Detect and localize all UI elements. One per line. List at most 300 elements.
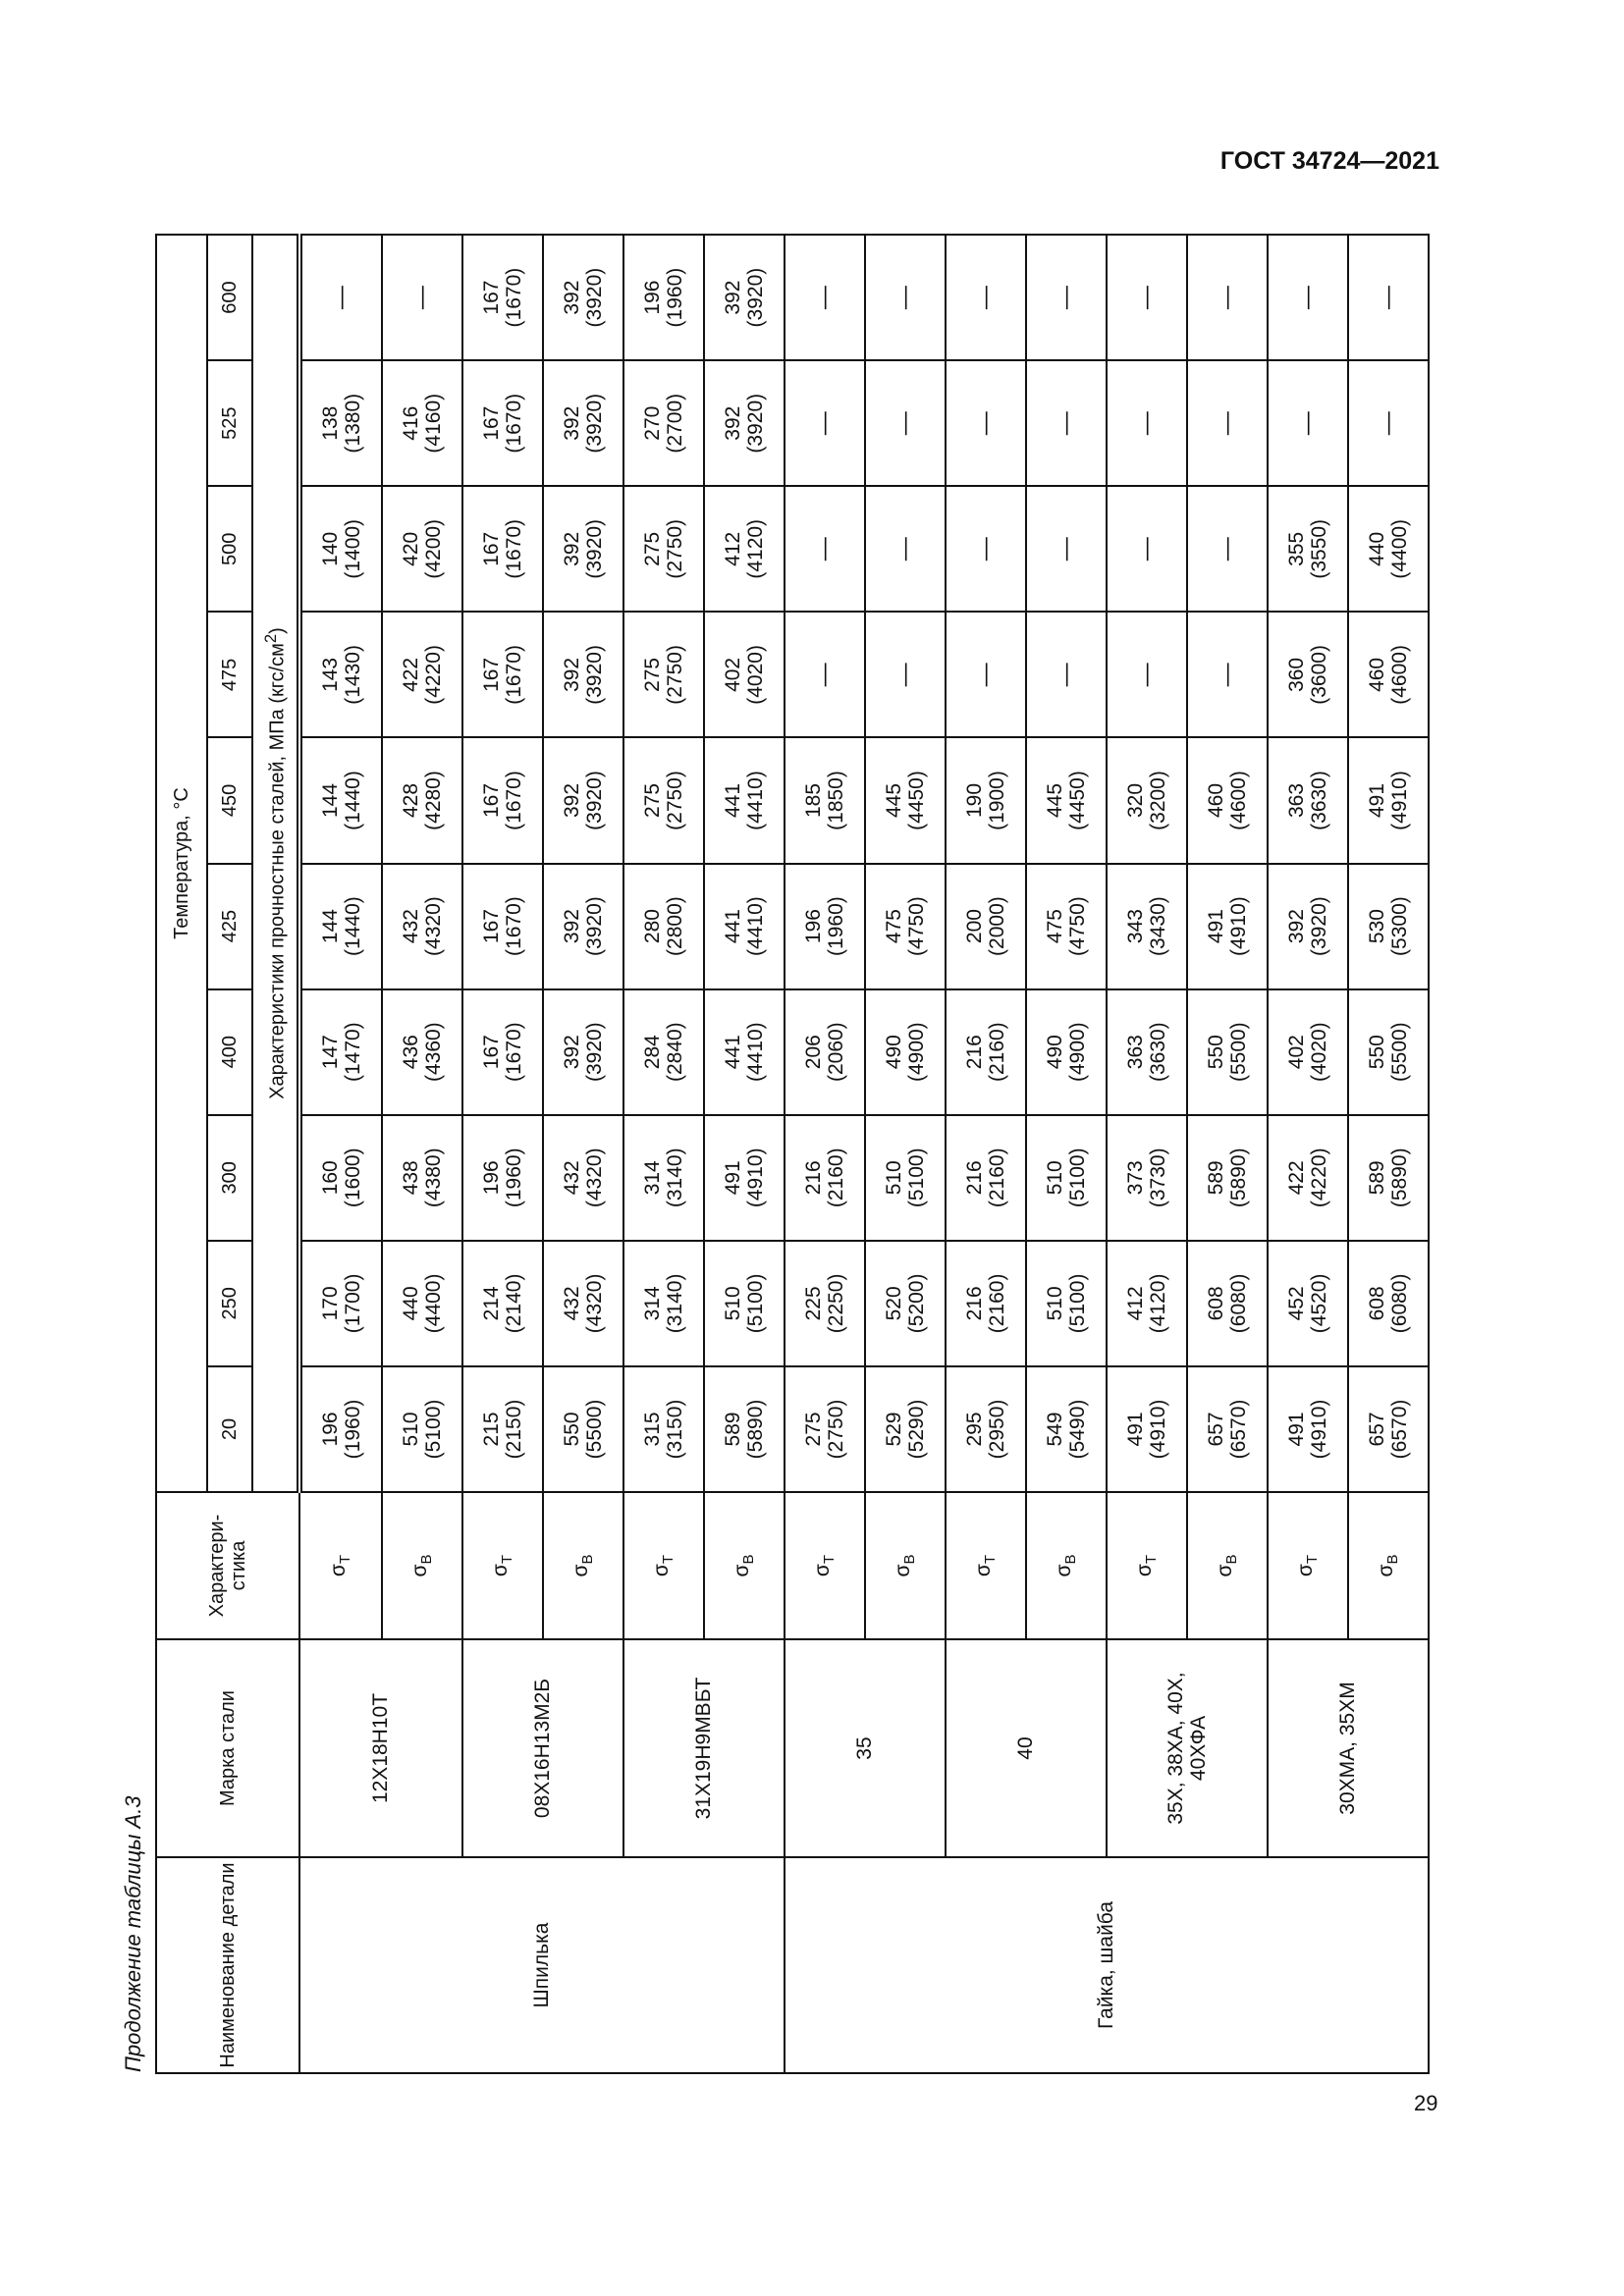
value-kgf: (2000) — [986, 896, 1008, 956]
value-mpa: 428 — [399, 782, 422, 819]
value-mpa: 392 — [560, 1035, 583, 1070]
header-temperature: Температура, °С — [156, 235, 207, 1492]
value-mpa: 608 — [1204, 1286, 1227, 1321]
value-mpa: 422 — [399, 657, 422, 692]
value-cell — [1268, 1241, 1348, 1366]
temperature-475: 475 — [207, 612, 252, 737]
value-mpa: 657 — [1204, 1412, 1227, 1447]
value-kgf: (2140) — [503, 1273, 525, 1334]
value-kgf: (3600) — [1308, 645, 1330, 705]
sigma-symbol: σ — [972, 1564, 996, 1577]
value-cell — [543, 1366, 623, 1492]
sigma-symbol: σ — [811, 1564, 835, 1577]
value-mpa: 452 — [1284, 1286, 1308, 1321]
value-cell — [299, 737, 382, 863]
value-cell — [382, 486, 462, 612]
value-kgf: (4600) — [1388, 645, 1411, 705]
value-cell — [1348, 360, 1429, 486]
value-kgf: (2160) — [986, 1148, 1008, 1208]
value-mpa: 491 — [1284, 1412, 1308, 1447]
characteristic — [382, 1492, 462, 1639]
value-kgf: (4120) — [744, 518, 767, 579]
value-cell — [1187, 1366, 1268, 1492]
value-mpa: 550 — [1365, 1035, 1388, 1070]
sigma-subscript: Т — [1143, 1554, 1161, 1565]
table-row — [462, 235, 543, 2073]
value-cell — [543, 235, 623, 360]
value-mpa: 440 — [1365, 531, 1388, 566]
value-cell — [946, 989, 1026, 1115]
value-cell — [1268, 989, 1348, 1115]
no-value-dash: — — [1374, 286, 1401, 310]
value-cell — [704, 1115, 785, 1241]
value-mpa: 392 — [721, 405, 744, 441]
no-value-dash: — — [971, 411, 999, 436]
value-cell — [1268, 486, 1348, 612]
table-row — [1268, 235, 1348, 2073]
sigma-symbol: σ — [1375, 1564, 1398, 1577]
value-mpa: 144 — [318, 782, 342, 819]
value-cell — [1107, 612, 1187, 737]
part-name: Шпилька — [299, 1857, 785, 2073]
sigma-symbol: σ — [569, 1564, 593, 1577]
value-kgf: (4450) — [905, 771, 928, 830]
value-mpa: 147 — [318, 1035, 342, 1070]
value-cell — [704, 737, 785, 863]
value-kgf: (2750) — [664, 645, 686, 705]
value-mpa: 445 — [882, 782, 905, 819]
value-mpa: 510 — [882, 1160, 905, 1196]
value-kgf: (2160) — [986, 1022, 1008, 1083]
value-cell — [462, 737, 543, 863]
value-cell — [543, 1115, 623, 1241]
value-cell — [704, 1366, 785, 1492]
value-cell — [785, 1366, 865, 1492]
value-kgf: (4450) — [1066, 771, 1089, 830]
value-cell — [1107, 360, 1187, 486]
value-kgf: (5100) — [422, 1399, 445, 1460]
value-cell — [382, 864, 462, 989]
temperature-20: 20 — [207, 1366, 252, 1492]
steel-grade: 35Х, 38ХА, 40Х, 40ХФА — [1107, 1639, 1268, 1857]
table-row — [946, 235, 1026, 2073]
value-cell — [623, 486, 704, 612]
value-cell — [1107, 864, 1187, 989]
value-kgf: (6080) — [1227, 1273, 1250, 1334]
value-mpa: 314 — [640, 1286, 664, 1321]
value-cell — [1107, 989, 1187, 1115]
value-cell — [1348, 612, 1429, 737]
value-mpa: 225 — [801, 1286, 825, 1321]
value-kgf: (1470) — [342, 1022, 364, 1083]
table-row — [299, 235, 382, 2073]
value-cell — [543, 360, 623, 486]
value-kgf: (2840) — [664, 1022, 686, 1083]
value-mpa: 432 — [560, 1160, 583, 1196]
value-kgf: (1400) — [342, 518, 364, 579]
characteristic — [785, 1492, 865, 1639]
value-cell — [462, 486, 543, 612]
value-kgf: (3630) — [1308, 771, 1330, 830]
sigma-subscript: Т — [821, 1554, 839, 1565]
value-cell — [946, 360, 1026, 486]
value-cell — [462, 989, 543, 1115]
value-cell — [1348, 864, 1429, 989]
header-characteristic: Характери- стика — [156, 1492, 299, 1639]
characteristic — [946, 1492, 1026, 1639]
steel-grade: 30ХМА, 35ХМ — [1268, 1639, 1429, 1857]
value-cell — [623, 235, 704, 360]
value-kgf: (3920) — [583, 518, 606, 579]
value-kgf: (4120) — [1147, 1273, 1169, 1334]
value-mpa: 432 — [560, 1286, 583, 1321]
no-value-dash: — — [1132, 411, 1160, 436]
value-kgf: (3140) — [664, 1273, 686, 1334]
value-mpa: 475 — [882, 909, 905, 944]
value-mpa: 438 — [399, 1160, 422, 1196]
value-mpa: 402 — [1284, 1035, 1308, 1070]
value-cell — [865, 989, 946, 1115]
value-kgf: (3550) — [1308, 518, 1330, 579]
value-mpa: 392 — [560, 531, 583, 566]
value-mpa: 441 — [721, 782, 744, 819]
value-cell — [946, 486, 1026, 612]
characteristic — [865, 1492, 946, 1639]
value-mpa: 196 — [640, 280, 664, 315]
value-mpa: 441 — [721, 1035, 744, 1070]
temperature-300: 300 — [207, 1115, 252, 1241]
value-mpa: 275 — [640, 531, 664, 566]
sigma-symbol: σ — [1294, 1564, 1318, 1577]
value-mpa: 529 — [882, 1412, 905, 1447]
value-mpa: 196 — [801, 909, 825, 944]
value-cell — [785, 486, 865, 612]
value-mpa: 373 — [1123, 1160, 1147, 1196]
value-kgf: (4410) — [744, 896, 767, 956]
sigma-subscript: Т — [660, 1554, 677, 1565]
value-cell — [382, 612, 462, 737]
value-cell — [865, 1241, 946, 1366]
no-value-dash: — — [891, 663, 918, 687]
value-cell — [1107, 486, 1187, 612]
value-cell — [704, 486, 785, 612]
value-kgf: (5890) — [744, 1399, 767, 1460]
value-kgf: (4750) — [905, 896, 928, 956]
value-cell — [299, 1115, 382, 1241]
value-kgf: (2750) — [664, 518, 686, 579]
no-value-dash: — — [1213, 663, 1240, 687]
value-kgf: (5290) — [905, 1399, 928, 1460]
value-cell — [946, 1241, 1026, 1366]
value-kgf: (5500) — [1227, 1022, 1250, 1083]
value-mpa: 589 — [1365, 1160, 1388, 1196]
value-cell — [1107, 235, 1187, 360]
value-kgf: (3920) — [744, 267, 767, 328]
sigma-symbol: σ — [1214, 1564, 1237, 1577]
sigma-subscript: В — [1384, 1554, 1402, 1565]
value-kgf: (1670) — [503, 645, 525, 705]
value-kgf: (1670) — [503, 393, 525, 454]
no-value-dash: — — [1052, 663, 1079, 687]
value-cell — [543, 486, 623, 612]
value-cell — [1268, 360, 1348, 486]
value-cell — [462, 864, 543, 989]
value-kgf: (3920) — [1308, 896, 1330, 956]
value-mpa: 275 — [640, 657, 664, 692]
sigma-subscript: В — [740, 1554, 758, 1565]
value-kgf: (2750) — [825, 1399, 847, 1460]
value-cell — [865, 486, 946, 612]
no-value-dash: — — [810, 663, 838, 687]
value-kgf: (4320) — [583, 1273, 606, 1334]
value-mpa: 445 — [1043, 782, 1066, 819]
value-mpa: 608 — [1365, 1286, 1388, 1321]
no-value-dash: — — [1293, 286, 1321, 310]
value-kgf: (3430) — [1147, 896, 1169, 956]
page-number: 29 — [1414, 2091, 1438, 2115]
value-cell — [1026, 864, 1107, 989]
characteristic — [704, 1492, 785, 1639]
value-cell — [1268, 1366, 1348, 1492]
document-code: ГОСТ 34724—2021 — [1219, 147, 1439, 175]
sigma-symbol: σ — [892, 1564, 915, 1577]
value-cell — [946, 612, 1026, 737]
value-cell — [1107, 1366, 1187, 1492]
value-cell — [785, 612, 865, 737]
no-value-dash: — — [407, 286, 435, 310]
value-mpa: 530 — [1365, 909, 1388, 944]
no-value-dash: — — [1132, 663, 1160, 687]
no-value-dash: — — [891, 286, 918, 310]
value-mpa: 392 — [560, 782, 583, 819]
value-mpa: 491 — [1365, 782, 1388, 819]
sigma-subscript: В — [418, 1554, 436, 1565]
value-kgf: (5490) — [1066, 1399, 1089, 1460]
temperature-400: 400 — [207, 989, 252, 1115]
value-kgf: (2160) — [825, 1148, 847, 1208]
no-value-dash: — — [810, 537, 838, 561]
value-kgf: (4220) — [1308, 1148, 1330, 1208]
value-kgf: (5500) — [583, 1399, 606, 1460]
header-units — [252, 235, 299, 1492]
sigma-subscript: В — [1062, 1554, 1080, 1565]
value-cell — [865, 864, 946, 989]
sigma-subscript: В — [579, 1554, 597, 1565]
sigma-symbol: σ — [489, 1564, 513, 1577]
value-mpa: 363 — [1123, 1035, 1147, 1070]
value-cell — [299, 235, 382, 360]
value-kgf: (4410) — [744, 771, 767, 830]
value-cell — [946, 1366, 1026, 1492]
characteristic — [1348, 1492, 1429, 1639]
sigma-subscript: Т — [337, 1554, 354, 1565]
value-kgf: (1670) — [503, 518, 525, 579]
value-cell — [623, 989, 704, 1115]
value-cell — [382, 1366, 462, 1492]
value-mpa: 360 — [1284, 657, 1308, 692]
value-mpa: 491 — [1204, 909, 1227, 944]
value-cell — [623, 737, 704, 863]
value-kgf: (4750) — [1066, 896, 1089, 956]
value-mpa: 170 — [318, 1286, 342, 1321]
value-cell — [1348, 989, 1429, 1115]
value-kgf: (5100) — [1066, 1273, 1089, 1334]
table-caption: Продолжение таблицы А.3 — [121, 1795, 145, 2072]
value-mpa: 295 — [962, 1412, 986, 1447]
value-cell — [543, 737, 623, 863]
value-kgf: (5890) — [1388, 1148, 1411, 1208]
value-cell — [1348, 1115, 1429, 1241]
value-kgf: (2160) — [986, 1273, 1008, 1334]
no-value-dash: — — [1213, 286, 1240, 310]
value-kgf: (1670) — [503, 896, 525, 956]
value-cell — [704, 1241, 785, 1366]
value-mpa: 460 — [1365, 657, 1388, 692]
value-mpa: 550 — [560, 1412, 583, 1447]
value-cell — [1268, 1115, 1348, 1241]
value-mpa: 143 — [318, 657, 342, 692]
value-mpa: 320 — [1123, 782, 1147, 819]
value-kgf: (1960) — [503, 1148, 525, 1208]
value-mpa: 140 — [318, 531, 342, 566]
value-cell — [1187, 486, 1268, 612]
value-mpa: 196 — [318, 1412, 342, 1447]
value-kgf: (4520) — [1308, 1273, 1330, 1334]
value-kgf: (4910) — [1308, 1399, 1330, 1460]
sigma-symbol: σ — [650, 1564, 674, 1577]
value-cell — [1268, 737, 1348, 863]
value-cell — [1187, 360, 1268, 486]
value-cell — [299, 989, 382, 1115]
value-cell — [865, 612, 946, 737]
value-mpa: 520 — [882, 1286, 905, 1321]
sigma-subscript: Т — [499, 1554, 516, 1565]
value-kgf: (3200) — [1147, 771, 1169, 830]
steel-grade: 40 — [946, 1639, 1107, 1857]
value-kgf: (3920) — [744, 393, 767, 454]
value-mpa: 420 — [399, 531, 422, 566]
value-cell — [1268, 235, 1348, 360]
value-cell — [785, 989, 865, 1115]
value-kgf: (4360) — [422, 1022, 445, 1083]
value-kgf: (1960) — [664, 267, 686, 328]
no-value-dash: — — [810, 286, 838, 310]
temperature-525: 525 — [207, 360, 252, 486]
value-mpa: 214 — [479, 1286, 503, 1321]
value-cell — [946, 1115, 1026, 1241]
value-mpa: 167 — [479, 405, 503, 441]
value-cell — [1187, 1241, 1268, 1366]
strength-table — [155, 234, 1430, 2074]
value-mpa: 315 — [640, 1412, 664, 1447]
value-cell — [623, 864, 704, 989]
value-kgf: (2700) — [664, 393, 686, 454]
temperature-250: 250 — [207, 1241, 252, 1366]
value-cell — [785, 235, 865, 360]
sigma-symbol: σ — [408, 1564, 432, 1577]
value-mpa: 402 — [721, 657, 744, 692]
value-mpa: 284 — [640, 1035, 664, 1070]
value-cell — [623, 360, 704, 486]
value-kgf: (5100) — [905, 1148, 928, 1208]
sigma-symbol: σ — [1133, 1564, 1157, 1577]
no-value-dash: — — [1374, 411, 1401, 436]
value-mpa: 343 — [1123, 909, 1147, 944]
value-mpa: 206 — [801, 1035, 825, 1070]
value-cell — [1026, 360, 1107, 486]
value-cell — [623, 1241, 704, 1366]
value-mpa: 412 — [1123, 1286, 1147, 1321]
value-cell — [704, 360, 785, 486]
value-kgf: (4320) — [583, 1148, 606, 1208]
value-kgf: (5300) — [1388, 896, 1411, 956]
value-cell — [704, 864, 785, 989]
sigma-symbol: σ — [731, 1564, 754, 1577]
value-cell — [382, 989, 462, 1115]
units-text: Характеристики прочностные сталей, МПа (кгс/см — [266, 643, 289, 1099]
value-kgf: (4380) — [422, 1148, 445, 1208]
value-mpa: 160 — [318, 1160, 342, 1196]
no-value-dash: — — [810, 411, 838, 436]
value-cell — [299, 864, 382, 989]
value-cell — [1187, 612, 1268, 737]
value-mpa: 392 — [560, 405, 583, 441]
value-kgf: (4220) — [422, 645, 445, 705]
value-kgf: (1960) — [825, 896, 847, 956]
value-cell — [865, 235, 946, 360]
value-mpa: 167 — [479, 280, 503, 315]
value-mpa: 270 — [640, 405, 664, 441]
no-value-dash: — — [891, 537, 918, 561]
value-kgf: (1670) — [503, 771, 525, 830]
value-cell — [946, 864, 1026, 989]
value-cell — [1268, 864, 1348, 989]
value-mpa: 490 — [882, 1035, 905, 1070]
steel-grade: 12Х18Н10Т — [299, 1639, 462, 1857]
no-value-dash: — — [1132, 537, 1160, 561]
value-mpa: 185 — [801, 782, 825, 819]
characteristic — [623, 1492, 704, 1639]
value-kgf: (3920) — [583, 771, 606, 830]
value-cell — [1026, 1115, 1107, 1241]
value-cell — [1348, 737, 1429, 863]
no-value-dash: — — [1213, 411, 1240, 436]
table-row — [1107, 235, 1187, 2073]
value-cell — [865, 737, 946, 863]
value-cell — [543, 989, 623, 1115]
units-sup: 2 — [260, 633, 280, 644]
characteristic — [1187, 1492, 1268, 1639]
no-value-dash: — — [1052, 537, 1079, 561]
value-cell — [1026, 486, 1107, 612]
value-cell — [865, 1366, 946, 1492]
value-cell — [785, 360, 865, 486]
no-value-dash: — — [1052, 411, 1079, 436]
no-value-dash: — — [1132, 286, 1160, 310]
characteristic — [1107, 1492, 1187, 1639]
value-kgf: (4160) — [422, 393, 445, 454]
steel-grade: 31Х19Н9МВБТ — [623, 1639, 785, 1857]
value-cell — [785, 1115, 865, 1241]
value-mpa: 216 — [801, 1160, 825, 1196]
value-cell — [382, 1241, 462, 1366]
value-mpa: 475 — [1043, 909, 1066, 944]
value-cell — [1107, 737, 1187, 863]
value-kgf: (4910) — [1227, 896, 1250, 956]
value-mpa: 491 — [1123, 1412, 1147, 1447]
value-cell — [1268, 612, 1348, 737]
value-cell — [623, 612, 704, 737]
